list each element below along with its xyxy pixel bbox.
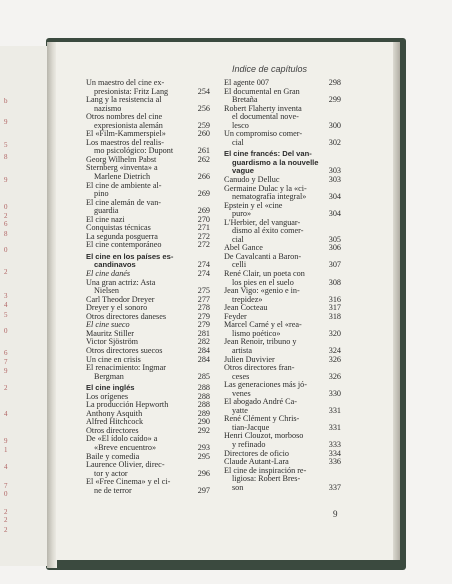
- toc-entry-title: Carl Theodor Dreyer: [86, 294, 155, 304]
- toc-entry-title: Epstein y el «cine: [224, 200, 283, 210]
- toc-entry-page: 285: [197, 371, 210, 381]
- toc-entry: [86, 461, 210, 478]
- toc-entry-title: guardia: [94, 206, 119, 216]
- toc-entry-title: Baile y comedia: [86, 451, 140, 461]
- toc-entry-page: 275: [197, 286, 210, 296]
- toc-entry: [224, 467, 341, 493]
- toc-entry-page: 284: [197, 345, 210, 355]
- toc-entry-title: y refinado: [232, 439, 266, 449]
- toc-entry-title: Un cine en crisis: [86, 354, 141, 364]
- toc-entry-page: 281: [197, 328, 210, 338]
- page-number: 9: [333, 509, 338, 519]
- toc-entry-page: 293: [197, 442, 210, 452]
- toc-entry: [86, 182, 210, 199]
- toc-entry-page: 297: [197, 485, 210, 495]
- toc-entry-page: 308: [328, 277, 341, 287]
- toc-entry-title: Bretaña: [232, 95, 258, 105]
- toc-entry: [86, 79, 210, 96]
- toc-entry-page: 337: [328, 482, 341, 492]
- toc-entry: [224, 321, 341, 338]
- toc-entry: [224, 219, 341, 245]
- toc-entry-page: 269: [197, 189, 210, 199]
- toc-entry-title: El cine danés: [86, 269, 131, 279]
- toc-entry: [86, 435, 210, 452]
- toc-entry-page: 326: [328, 371, 341, 381]
- toc-entry-page: 279: [197, 311, 210, 321]
- toc-entry: [224, 364, 341, 381]
- toc-entry-page: 266: [197, 172, 210, 182]
- toc-entry-title: Jean Vigo: «genio e in-: [224, 286, 300, 296]
- margin-digit: 8: [4, 230, 8, 238]
- toc-entry-title: expresionista alemán: [94, 120, 163, 130]
- toc-entry: [224, 270, 341, 287]
- toc-entry-page: 324: [328, 345, 341, 355]
- margin-digit: 5: [4, 141, 8, 149]
- margin-digit: 9: [4, 437, 8, 445]
- toc-entry-title: El cine contemporáneo: [86, 240, 162, 250]
- toc-entry: [86, 113, 210, 130]
- toc-entry-page: 260: [197, 129, 210, 139]
- toc-entry-title: El renacimiento: Ingmar: [86, 363, 167, 373]
- toc-entry-title: El cine alemán de van-: [86, 197, 162, 207]
- toc-entry-title: Feyder: [224, 311, 247, 321]
- toc-entry-page: 333: [328, 439, 341, 449]
- toc-entry-page: 300: [328, 120, 341, 130]
- toc-entry-title: Lang y la resistencia al: [86, 95, 162, 105]
- toc-entry-title: nazismo: [94, 103, 122, 113]
- margin-digit: 6: [4, 220, 8, 228]
- toc-entry-page: 262: [197, 154, 210, 164]
- toc-entry: [86, 364, 210, 381]
- margin-digit: 4: [4, 410, 8, 418]
- toc-entry-title: venes: [232, 388, 251, 398]
- margin-digit: 8: [4, 153, 8, 161]
- toc-entry-page: 282: [197, 337, 210, 347]
- toc-entry-page: 295: [197, 451, 210, 461]
- toc-entry-title: Otros directores fran-: [224, 363, 295, 373]
- toc-entry-title: Conquistas técnicas: [86, 223, 151, 233]
- toc-right-column: [224, 79, 341, 492]
- toc-entry-page: 336: [328, 457, 341, 467]
- toc-entry-title: trepidez»: [232, 294, 263, 304]
- margin-digit: 9: [4, 118, 8, 126]
- toc-entry-title: Otros directores suecos: [86, 345, 163, 355]
- toc-entry-title: Marcel Carné y el «rea-: [224, 320, 302, 330]
- toc-entry-title: Canudo y Delluc: [224, 175, 280, 185]
- margin-digit: 2: [4, 526, 8, 534]
- margin-digit: 2: [4, 212, 8, 220]
- toc-entry-page: 292: [197, 425, 210, 435]
- toc-entry-page: 317: [328, 303, 341, 313]
- toc-entry-title: presionista: Fritz Lang: [94, 86, 169, 96]
- toc-entry-title: Otros directores: [86, 425, 139, 435]
- toc-entry-title: son: [232, 482, 244, 492]
- toc-entry-title: Jean Cocteau: [224, 303, 268, 313]
- toc-entry-title: El cine francés: Del van-: [224, 149, 312, 159]
- toc-entry-title: René Clément y Chris-: [224, 414, 300, 424]
- toc-entry-title: Henri Clouzot, morboso: [224, 431, 304, 441]
- toc-entry: [86, 139, 210, 156]
- toc-entry-title: El cine nazi: [86, 214, 125, 224]
- margin-digit: 2: [4, 508, 8, 516]
- toc-entry-title: Otros nombres del cine: [86, 112, 163, 122]
- toc-entry-page: 270: [197, 214, 210, 224]
- toc-entry-page: 288: [197, 383, 210, 393]
- toc-entry-title: Georg Wilhelm Pabst: [86, 154, 157, 164]
- toc-entry-title: Robert Flaherty inventa: [224, 103, 302, 113]
- toc-entry-title: L'Herbier, del vanguar-: [224, 217, 301, 227]
- toc-entry-page: 288: [197, 400, 210, 410]
- toc-entry-page: 296: [197, 468, 210, 478]
- toc-entry-page: 274: [197, 269, 210, 279]
- toc-entry: [86, 279, 210, 296]
- toc-entry-title: Sternberg «inventa» a: [86, 163, 158, 173]
- toc-entry-title: el documental nove-: [232, 112, 299, 122]
- toc-entry-page: 303: [328, 166, 341, 176]
- toc-entry-title: Victor Sjöström: [86, 337, 139, 347]
- margin-digit: 2: [4, 268, 8, 276]
- toc-entry-page: 271: [197, 223, 210, 233]
- toc-entry-title: yatte: [232, 405, 248, 415]
- margin-digit: 5: [4, 311, 8, 319]
- toc-entry-title: Bergman: [94, 371, 124, 381]
- toc-entry-title: El agente 007: [224, 78, 270, 87]
- toc-entry-page: 298: [328, 78, 341, 87]
- toc-entry-page: 302: [328, 137, 341, 147]
- toc-entry-title: ligiosa: Robert Bres-: [232, 474, 301, 484]
- toc-entry-title: Claude Autant-Lara: [224, 457, 289, 467]
- toc-entry-page: 331: [328, 405, 341, 415]
- toc-entry-page: 269: [197, 206, 210, 216]
- toc-entry-title: El cine inglés: [86, 383, 135, 393]
- toc-entry-title: cial: [232, 234, 244, 244]
- toc-entry-title: artista: [232, 345, 253, 355]
- page-header: Indice de capítulos: [232, 64, 308, 74]
- toc-entry-page: 272: [197, 240, 210, 250]
- toc-entry-title: tor y actor: [94, 468, 128, 478]
- toc-entry: [224, 398, 341, 415]
- page-edge: [393, 42, 400, 560]
- toc-entry-title: pino: [94, 189, 109, 199]
- toc-entry-title: La producción Hepworth: [86, 400, 169, 410]
- toc-entry-page: 316: [328, 294, 341, 304]
- margin-digit: 0: [4, 327, 8, 335]
- toc-entry-title: puro»: [232, 209, 252, 219]
- toc-entry-title: El documental en Gran: [224, 86, 300, 96]
- toc-entry: [224, 185, 341, 202]
- toc-entry-title: Alfred Hitchcock: [86, 417, 144, 427]
- toc-entry-title: Germaine Dulac y la «ci-: [224, 183, 307, 193]
- toc-entry-title: Directores de oficio: [224, 448, 290, 458]
- toc-entry-title: El cine de inspiración re-: [224, 465, 307, 475]
- toc-entry-title: Mauritz Stiller: [86, 328, 134, 338]
- toc-entry: [224, 415, 341, 432]
- toc-entry: [224, 105, 341, 131]
- toc-entry-page: 299: [328, 95, 341, 105]
- toc-entry-page: 304: [328, 209, 341, 219]
- toc-entry-page: 330: [328, 388, 341, 398]
- toc-entry-page: 278: [197, 303, 210, 313]
- toc-entry-page: 259: [197, 120, 210, 130]
- margin-digit: 0: [4, 203, 8, 211]
- toc-entry-page: 304: [328, 192, 341, 202]
- toc-entry: [224, 88, 341, 105]
- toc-entry-title: mo psicológico: Dupont: [94, 146, 174, 156]
- toc-entry-title: los pies en el suelo: [232, 277, 294, 287]
- toc-entry-title: Un maestro del cine ex-: [86, 78, 165, 87]
- margin-digit: 9: [4, 367, 8, 375]
- toc-entry-page: 279: [197, 320, 210, 330]
- toc-entry-title: De «El ídolo caído» a: [86, 434, 158, 444]
- margin-digit: 3: [4, 292, 8, 300]
- toc-entry-title: El cine en los países es-: [86, 251, 174, 261]
- toc-entry: [86, 253, 210, 270]
- toc-entry-page: 307: [328, 260, 341, 270]
- toc-entry-title: De Cavalcanti a Baron-: [224, 251, 302, 261]
- toc-entry-title: nematografía integral»: [232, 192, 307, 202]
- toc-entry-title: Los maestros del realis-: [86, 137, 164, 147]
- toc-entry-title: Nielsen: [94, 286, 120, 296]
- toc-entry-page: 274: [197, 260, 210, 270]
- margin-digit: 7: [4, 358, 8, 366]
- toc-entry-title: René Clair, un poeta con: [224, 269, 305, 279]
- toc-entry-title: guardismo a la nouvelle: [232, 157, 319, 167]
- toc-entry: [86, 199, 210, 216]
- toc-entry-page: 320: [328, 328, 341, 338]
- toc-entry-title: Otros directores daneses: [86, 311, 167, 321]
- toc-entry: [224, 338, 341, 355]
- toc-entry-title: La segunda posguerra: [86, 231, 158, 241]
- margin-digit: 2: [4, 384, 8, 392]
- toc-entry-title: Dreyer y el sonoro: [86, 303, 148, 313]
- toc-entry-title: cial: [232, 137, 244, 147]
- toc-entry: [224, 381, 341, 398]
- toc-entry-page: 254: [197, 86, 210, 96]
- toc-entry-page: 272: [197, 231, 210, 241]
- toc-entry-page: 303: [328, 175, 341, 185]
- toc-entry-page: 305: [328, 234, 341, 244]
- margin-digit: 7: [4, 482, 8, 490]
- toc-entry-page: 284: [197, 354, 210, 364]
- toc-entry-title: Julien Duvivier: [224, 354, 275, 364]
- toc-entry-title: El «Film-Kammerspiel»: [86, 129, 166, 139]
- toc-entry-title: Abel Gance: [224, 243, 263, 253]
- toc-entry: [86, 241, 210, 250]
- toc-entry-title: dismo al éxito comer-: [232, 226, 304, 236]
- left-page: [0, 46, 48, 566]
- toc-entry-page: 290: [197, 417, 210, 427]
- toc-entry: [224, 202, 341, 219]
- toc-entry-title: Anthony Asquith: [86, 408, 143, 418]
- toc-entry-title: ne de terror: [94, 485, 132, 495]
- toc-entry-title: vague: [232, 166, 254, 176]
- margin-digit: b: [4, 97, 8, 105]
- margin-digit: 4: [4, 463, 8, 471]
- margin-digit: 4: [4, 301, 8, 309]
- toc-entry-title: Jean Renoir, tribuno y: [224, 337, 297, 347]
- margin-digit: 0: [4, 490, 8, 498]
- toc-entry: [224, 130, 341, 147]
- toc-entry-title: tian-Jacque: [232, 422, 270, 432]
- margin-digit: 2: [4, 516, 8, 524]
- toc-entry: [224, 253, 341, 270]
- toc-entry-title: Los orígenes: [86, 391, 129, 401]
- margin-digit: 9: [4, 176, 8, 184]
- toc-entry-title: lismo poético»: [232, 328, 281, 338]
- toc-entry-page: 277: [197, 294, 210, 304]
- toc-entry-page: 306: [328, 243, 341, 253]
- toc-entry-page: 334: [328, 448, 341, 458]
- toc-entry-page: 318: [328, 311, 341, 321]
- toc-entry-title: El cine de ambiente al-: [86, 180, 162, 190]
- toc-entry-title: «Breve encuentro»: [94, 442, 157, 452]
- toc-entry: [86, 478, 210, 495]
- toc-entry: [224, 432, 341, 449]
- toc-entry-title: celli: [232, 260, 247, 270]
- toc-entry-page: 288: [197, 391, 210, 401]
- toc-entry: [86, 96, 210, 113]
- toc-entry-title: ceses: [232, 371, 250, 381]
- margin-digit: 0: [4, 246, 8, 254]
- margin-digit: 1: [4, 446, 8, 454]
- toc-entry-page: 256: [197, 103, 210, 113]
- toc-entry-title: Una gran actriz: Asta: [86, 277, 156, 287]
- toc-entry-page: 331: [328, 422, 341, 432]
- toc-entry-title: El cine sueco: [86, 320, 130, 330]
- margin-digit: 6: [4, 349, 8, 357]
- toc-entry-title: El «Free Cinema» y el ci-: [86, 477, 171, 487]
- toc-entry-title: Laurence Olivier, direc-: [86, 460, 165, 470]
- toc-entry: [224, 150, 341, 176]
- toc-entry-title: Las generaciones más jó-: [224, 380, 307, 390]
- toc-entry-page: 326: [328, 354, 341, 364]
- toc-entry-page: 289: [197, 408, 210, 418]
- toc-entry-title: El abogado André Ca-: [224, 397, 297, 407]
- toc-entry-title: candinavos: [94, 260, 136, 270]
- toc-entry: [86, 164, 210, 181]
- toc-entry-title: lesco: [232, 120, 249, 130]
- toc-entry-page: 261: [197, 146, 210, 156]
- toc-entry-title: Marlene Dietrich: [94, 172, 151, 182]
- toc-entry-title: Un compromiso comer-: [224, 129, 303, 139]
- toc-left-column: [86, 79, 210, 495]
- toc-entry: [224, 287, 341, 304]
